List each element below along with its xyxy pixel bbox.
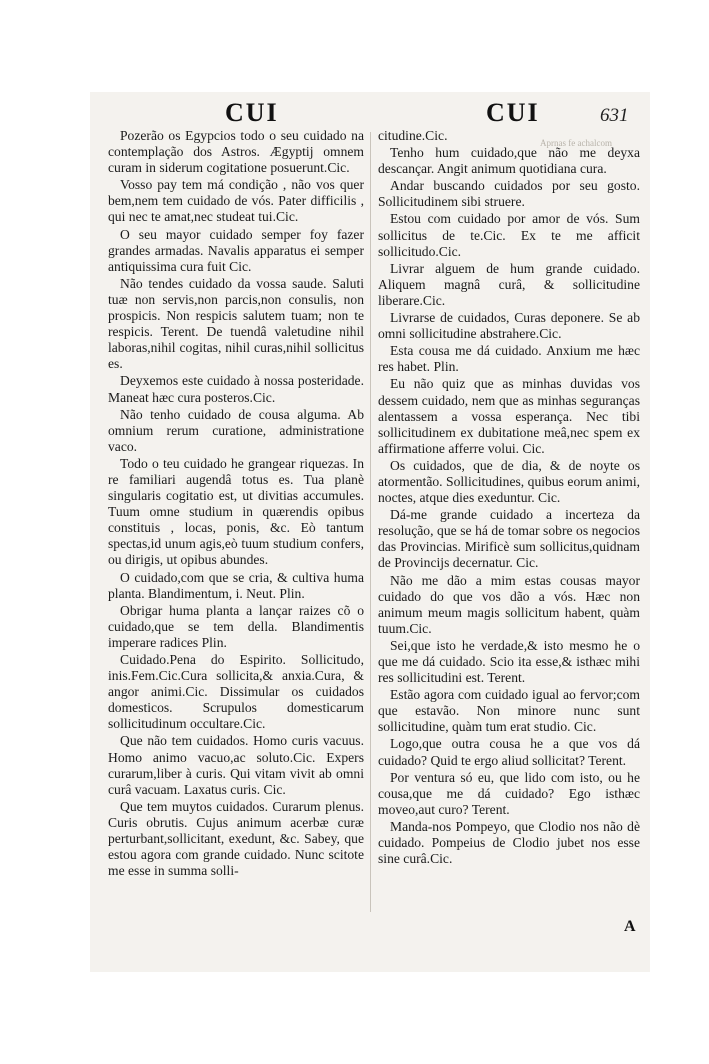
left-column-heading: CUI xyxy=(225,98,279,127)
entry-paragraph: Cuidado.Pena do Espirito. Sollicitudo, inis.Fem.Cic.Cura sollicita,& anxia.Cura, & angor animi.Cic. Dissimular os cuidados domesticos. Scrupulos domesticarum sollicitudinum occultare.Cic. xyxy=(108,652,364,732)
entry-continuation: citudine.Cic. xyxy=(378,128,448,143)
entry-paragraph: Estão agora com cuidado igual ao fervor;com que estavão. Non minore nunc sunt sollicitudine, quàm tum erat studio. Cic. xyxy=(378,687,640,735)
entry-paragraph: Vosso pay tem má condição , não vos quer bem,nem tem cuidado de vós. Pater difficilis , qui nec te amat,nec studeat tui.Cic. xyxy=(108,177,364,225)
entry-paragraph: Pozerão os Egypcios todo o seu cuidado na contemplação dos Astros. Ægyptij omnem curam in siderum cogitatione posuerunt.Cic. xyxy=(108,128,364,176)
entry-paragraph: Que tem muytos cuidados. Curarum plenus. Curis obrutis. Cujus animum acerbæ curæ perturbant,sollicitant, exedunt, &c. Sabey, que estou agora com grande cuidado. Nunc scitote me esse in summa solli- xyxy=(108,798,364,879)
entry-paragraph: Não tenho cuidado de cousa alguma. Ab omnium rerum curatione, administratione vaco. xyxy=(108,406,364,454)
entry-paragraph: Logo,que outra cousa he a que vos dá cuidado? Quid te ergo aliud sollicitat? Terent. xyxy=(378,736,640,768)
entry-paragraph: O cuidado,com que se cria, & cultiva huma planta. Blandimentum, i. Neut. Plin. xyxy=(108,569,364,601)
entry-paragraph: Esta cousa me dá cuidado. Anxium me hæc res habet. Plin. xyxy=(378,343,640,375)
entry-paragraph: Manda-nos Pompeyo, que Clodio nos não dè cuidado. Pompeius de Clodio jubet nos esse sine curâ.Cic. xyxy=(378,818,640,867)
right-column-heading: CUI xyxy=(486,98,540,127)
page-number: 631 xyxy=(600,105,629,126)
entry-paragraph: Por ventura só eu, que lido com isto, ou he cousa,que me dá cuidado? Ego isthæc moveo,aut curo? Terent. xyxy=(378,769,640,817)
entry-paragraph: Estou com cuidado por amor de vós. Sum sollicitus de te.Cic. Ex te me afficit sollicitudo.Cic. xyxy=(378,211,640,259)
entry-paragraph: Os cuidados, que de dia, & de noyte os atormentão. Sollicitudines, quibus eorum animi, noctes, atque dies exeduntur. Cic. xyxy=(378,457,640,506)
entry-paragraph: Andar buscando cuidados por seu gosto. Sollicitudinem sibi struere. xyxy=(378,178,640,210)
entry-paragraph: Não me dão a mim estas cousas mayor cuidado do que vos dão a vós. Hæc non animum meum magis sollicitum habent, quàm tuum.Cic. xyxy=(378,572,640,636)
entry-paragraph: Que não tem cuidados. Homo curis vacuus. Homo animo vacuo,ac soluto.Cic. Expers curarum,liber à curis. Qui vitam vivit ab omni curâ vacuam. Laxatus curis. Cic. xyxy=(108,733,364,797)
entry-paragraph: Livrar alguem de hum grande cuidado. Aliquem magnâ curâ, & sollicitudine liberare.Cic. xyxy=(378,260,640,308)
entry-paragraph: Livrarse de cuidados, Curas deponere. Se ab omni sollicitudine abstrahere.Cic. xyxy=(378,310,640,342)
entry-paragraph: Eu não quiz que as minhas duvidas vos dessem cuidado, nem que as minhas seguranças alentassem a vossa esperança. Nec tibi sollicitudinem ex dubitatione meâ,nec spem ex affirmatione afferre volui. Cic. xyxy=(378,376,640,456)
entry-paragraph: Obrigar huma planta a lançar raizes cõ o cuidado,que se tem della. Blandimentis imperare radices Plin. xyxy=(108,602,364,650)
column-divider xyxy=(370,132,371,912)
entry-paragraph: O seu mayor cuidado semper foy fazer grandes armadas. Navalis apparatus ei semper antiquissima cura fuit Cic. xyxy=(108,226,364,274)
entry-paragraph: Dá-me grande cuidado a incerteza da resolução, que se há de tomar sobre os negocios das Provincias. Mirificè sum sollicitus,quidnam de Provincijs decernatur. Cic. xyxy=(378,507,640,571)
entry-paragraph: Todo o teu cuidado he grangear riquezas. In re familiari augendâ totus es. Tua planè singularis cogitatio est, ut divitias accumules. Tuum omne studium in quærendis opibus constituis , locas, ponis, &c. Eò tantum spectas,id unum agis,eò tuum studium confers, ou dirigis, ut opibus abundes. xyxy=(108,455,364,568)
bleed-through-text: Aprnas fe achalcom xyxy=(540,138,612,148)
signature-mark: A xyxy=(624,918,636,935)
left-column xyxy=(108,128,364,880)
entry-paragraph: Não tendes cuidado da vossa saude. Saluti tuæ non servis,non parcis,non consulis, non prospicis. Non respicis salutem tuam; non te respicis. Terent. De tuendâ valetudine nihil laboras,nihil cogitas, nihil curas,nihil sollicitus es. xyxy=(108,275,364,372)
entry-paragraph: Tenho hum cuidado,que não me deyxa descançar. Angit animum quotidiana cura. xyxy=(378,145,640,177)
right-column xyxy=(378,128,640,868)
entry-paragraph: Deyxemos este cuidado à nossa posteridade. Maneat hæc cura posteros.Cic. xyxy=(108,373,364,405)
entry-paragraph: Sei,que isto he verdade,& isto mesmo he o que me dá cuidado. Scio ita esse,& isthæc mihi res sollicitudini est. Terent. xyxy=(378,637,640,686)
